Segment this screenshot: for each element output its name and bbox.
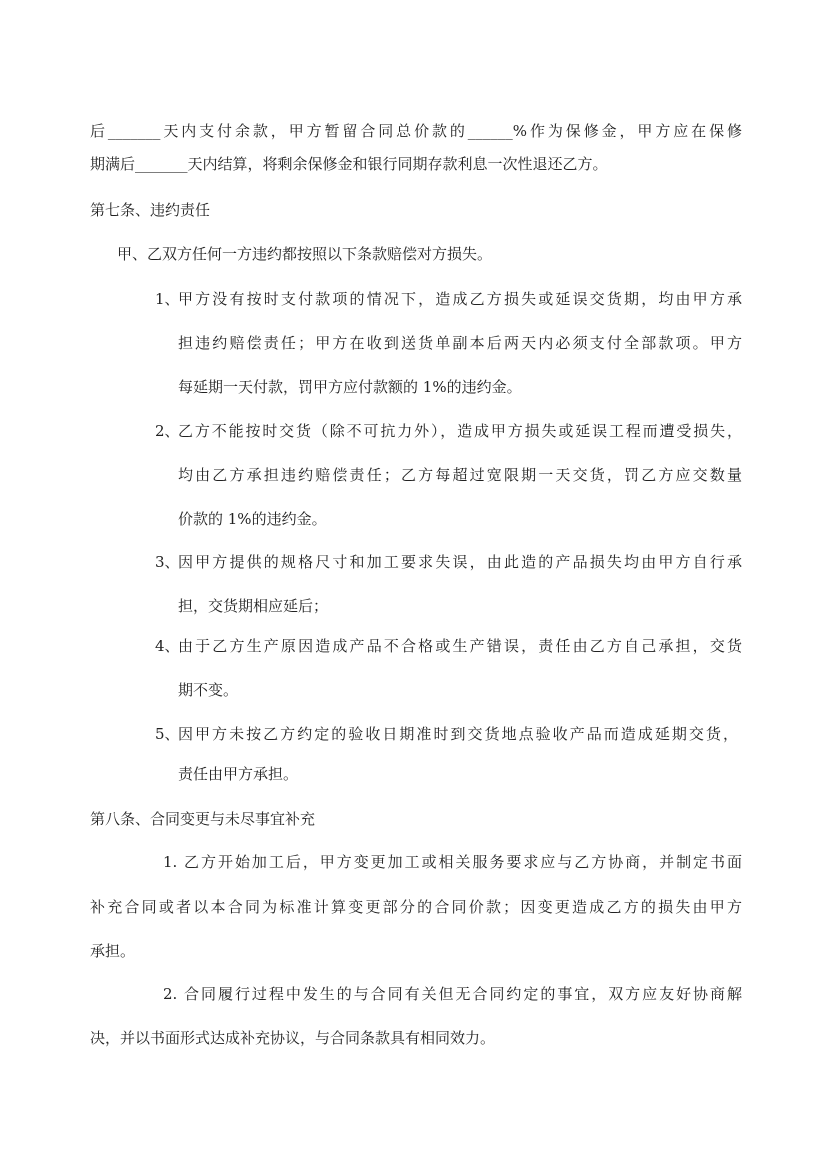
text-line: 因甲方未按乙方约定的验收日期准时到交货地点验收产品而造成延期交货， — [178, 725, 738, 743]
item-number: 5、 — [155, 725, 180, 743]
text-line: 担，交货期相应延后； — [178, 597, 329, 615]
item-number: 1、 — [155, 290, 180, 308]
text-line: 由于乙方生产原因造成产品不合格或生产错误，责任由乙方自己承担，交货 — [178, 637, 742, 655]
item-number: 4、 — [155, 637, 180, 655]
text-line: 价款的 1%的违约金。 — [178, 510, 327, 528]
text-line: 决，并以书面形式达成补充协议，与合同条款具有相同效力。 — [90, 1029, 496, 1047]
text-line: 2. 合同履行过程中发生的与合同有关但无合同约定的事宜，双方应友好协商解 — [163, 985, 742, 1003]
text-line: 责任由甲方承担。 — [178, 765, 299, 783]
article-7-title: 第七条、违约责任 — [90, 201, 211, 219]
article-8-title: 第八条、合同变更与未尽事宜补充 — [90, 810, 316, 828]
text-line: 乙方不能按时交货（除不可抗力外），造成甲方损失或延误工程而遭受损失， — [178, 422, 742, 440]
text-line: 承担。 — [90, 942, 136, 960]
text-line: 甲方没有按时支付款项的情况下，造成乙方损失或延误交货期，均由甲方承 — [178, 290, 742, 308]
text-line: 补充合同或者以本合同为标准计算变更部分的合同价款；因变更造成乙方的损失由甲方 — [90, 898, 742, 916]
article-7-intro: 甲、乙双方任何一方违约都按照以下条款赔偿对方损失。 — [117, 245, 493, 263]
text-line: 1. 乙方开始加工后，甲方变更加工或相关服务要求应与乙方协商，并制定书面 — [163, 853, 742, 871]
text-line: 期不变。 — [178, 681, 239, 699]
item-number: 2、 — [155, 422, 180, 440]
text-line: 每延期一天付款，罚甲方应付款额的 1%的违约金。 — [178, 378, 522, 396]
text-line: 均由乙方承担违约赔偿责任；乙方每超过宽限期一天交货，罚乙方应交数量 — [178, 466, 742, 484]
item-number: 3、 — [155, 553, 180, 571]
text-line: 因甲方提供的规格尺寸和加工要求失误，由此造的产品损失均由甲方自行承 — [178, 553, 742, 571]
text-line: 后_______天内支付余款，甲方暂留合同总价款的______%作为保修金，甲方应在保修 — [90, 122, 742, 140]
text-line: 期满后_______天内结算，将剩余保修金和银行同期存款利息一次性退还乙方。 — [90, 155, 608, 173]
text-line: 担违约赔偿责任；甲方在收到送货单副本后两天内必须支付全部款项。甲方 — [178, 334, 742, 352]
